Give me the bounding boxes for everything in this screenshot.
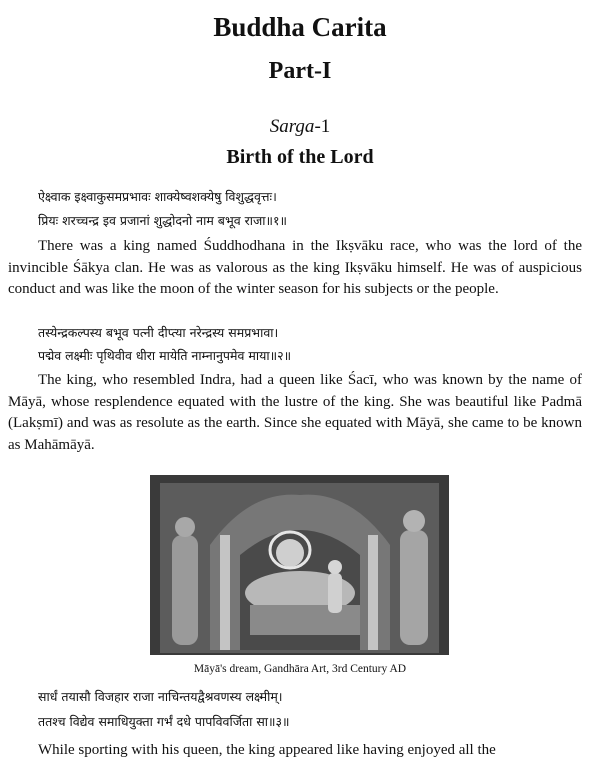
verse-1-line-1: ऐक्ष्वाक इक्ष्वाकुसमप्रभावः शाक्येष्वशक्येषु विशुद्धवृत्तः। [38,189,277,204]
relief-sculpture-image [150,475,449,655]
sarga-label: Sarga [269,116,315,137]
verse-2-line-2: पद्मेव लक्ष्मीः पृथिवीव धीरा मायेति नाम्नानुपमेव माया॥२॥ [38,348,292,363]
paragraph-1-text: There was a king named Śuddhodhana in the Ikṣvāku race, who was the lord of the invincible Śākya clan. He was as valorous as the king Ikṣvāku himself. He was of auspicious conduct and was like the moon of the winter season for his subjects or the people. [8,238,582,297]
book-title: Buddha Carita [213,12,387,42]
sarga-number: -1 [314,116,331,137]
paragraph-2 [8,370,582,456]
verse-3-line-2: ततश्च विद्येव समाधियुक्ता गर्भं दधे पापविवर्जिता सा॥३॥ [38,714,290,729]
verse-3-line-1: सार्धं तयासौ विजहार राजा नाचिन्तयद्वैश्रवणस्य लक्ष्मीम्। [38,689,283,704]
verse-1-line-2: प्रियः शरच्चन्द्र इव प्रजानां शुद्धोदनो नाम बभूव राजा॥१॥ [38,213,287,228]
paragraph-1 [8,236,582,301]
sarga-heading [0,116,600,138]
figure-caption: Māyā's dream, Gandhāra Art, 3rd Century AD [193,663,407,675]
paragraph-3-text: While sporting with his queen, the king appeared like having enjoyed all the [38,742,496,758]
paragraph-2-text: The king, who resembled Indra, had a queen like Śacī, who was known by the name of Māyā, whose resplendence equated with the lustre of the king. She was beautiful like Padmā (Lakṣmī) and was as resolute as the earth. Since she equated with Māyā, she came to be known as Mahāmāyā. [8,372,582,453]
verse-2-line-1: तस्येन्द्रकल्पस्य बभूव पत्नी दीप्त्या नरेन्द्रस्य समप्रभावा। [38,325,279,340]
chapter-title: Birth of the Lord [226,146,374,168]
paragraph-3 [8,740,582,762]
relief-image-drawing [150,475,449,655]
part-title: Part-I [268,58,332,84]
